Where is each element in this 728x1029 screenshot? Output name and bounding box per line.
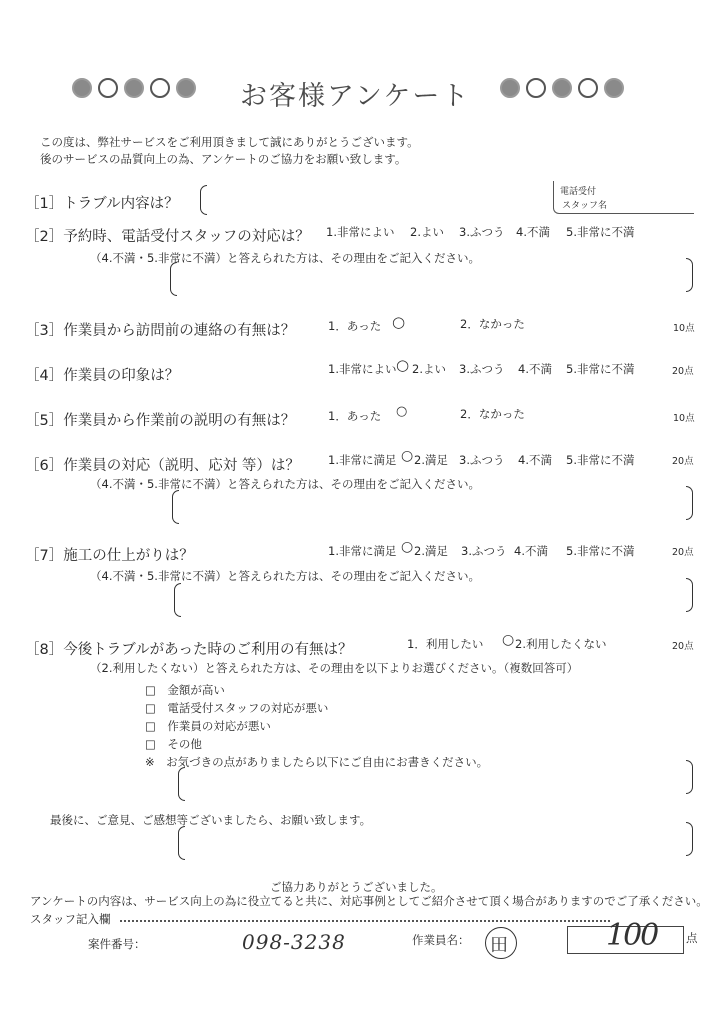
q6-option-3[interactable]: 3.ふつう <box>459 453 505 467</box>
filled-dot <box>72 78 92 98</box>
q3-label: ［3］作業員から訪問前の連絡の有無は？ <box>25 323 296 339</box>
q4-points: 20点 <box>672 366 694 377</box>
intro-line-2: 後のサービスの品質向上の為、アンケートのご協力をお願い致します。 <box>40 152 407 166</box>
q6-option-5[interactable]: 5.非常に不満 <box>566 453 635 467</box>
q8-checkbox-worker[interactable]: □ 作業員の対応が悪い <box>145 719 271 733</box>
q6-option-4[interactable]: 4.不満 <box>518 453 552 467</box>
q6-handwritten-mark: ○ <box>401 448 414 464</box>
q4-handwritten-mark: ○ <box>396 356 410 374</box>
q7-option-4[interactable]: 4.不満 <box>514 544 548 558</box>
q6-reason-bracket-left[interactable] <box>172 490 179 524</box>
q7-sub-text: （4.不満・5.非常に不満）と答えられた方は、その理由をご記入ください。 <box>90 569 480 583</box>
q5-option-2[interactable]: 2．なかった <box>460 407 525 421</box>
score-unit: 点 <box>686 931 698 945</box>
case-number-value: 098-3238 <box>242 930 346 954</box>
q5-points: 10点 <box>673 413 695 424</box>
q7-handwritten-mark: ○ <box>401 539 414 555</box>
q5-label: ［5］作業員から作業前の説明の有無は？ <box>25 413 296 429</box>
q3-points: 10点 <box>673 323 695 334</box>
q6-option-2[interactable]: 2.満足 <box>414 453 448 467</box>
q7-reason-bracket-right <box>686 578 693 612</box>
q3-option-1[interactable]: 1．あった <box>328 319 382 333</box>
disclaimer-text: アンケートの内容は、サービス向上の為に役立てると共に、対応事例としてご紹介させて頂く場合がありますのでご了承ください。 <box>30 894 708 908</box>
q8-handwritten-mark: ○ <box>502 632 515 648</box>
q5-handwritten-mark: ○ <box>396 404 408 419</box>
worker-seal-text: 田 <box>490 935 508 956</box>
staff-section-label: スタッフ記入欄 <box>30 912 111 926</box>
q4-option-4[interactable]: 4.不満 <box>518 362 552 376</box>
final-comment-prompt: 最後に、ご意見、ご感想等ございましたら、お願い致します。 <box>50 813 372 827</box>
thanks-text: ご協力ありがとうございました。 <box>270 880 443 894</box>
filled-dot <box>124 78 144 98</box>
final-comment-bracket-right <box>686 822 693 856</box>
q2-option-1[interactable]: 1.非常によい <box>326 225 395 239</box>
open-dot <box>526 78 546 98</box>
q4-label: ［4］作業員の印象は？ <box>25 368 180 384</box>
q5-option-1[interactable]: 1．あった <box>328 409 382 423</box>
filled-dot <box>500 78 520 98</box>
q7-option-2[interactable]: 2.満足 <box>414 544 448 558</box>
q7-points: 20点 <box>672 547 694 558</box>
q2-reason-bracket-right <box>686 258 693 292</box>
q8-points: 20点 <box>672 641 694 652</box>
q6-reason-bracket-right <box>686 486 693 520</box>
q7-reason-bracket-left[interactable] <box>174 583 181 617</box>
q2-reason-bracket-left[interactable] <box>170 262 177 296</box>
q2-option-3[interactable]: 3.ふつう <box>459 225 505 239</box>
q1-answer-bracket[interactable] <box>200 185 207 215</box>
q2-option-4[interactable]: 4.不満 <box>516 225 550 239</box>
open-dot <box>150 78 170 98</box>
q8-option-2[interactable]: 2.利用したくない <box>515 637 607 651</box>
q4-option-2[interactable]: 2.よい <box>412 362 446 376</box>
worker-name-label: 作業員名： <box>412 933 470 947</box>
q6-sub-text: （4.不満・5.非常に不満）と答えられた方は、その理由をご記入ください。 <box>90 477 480 491</box>
open-dot <box>98 78 118 98</box>
staff-section-dotted-line <box>120 912 610 922</box>
q1-label: ［1］トラブル内容は？ <box>25 196 179 212</box>
q2-option-5[interactable]: 5.非常に不満 <box>566 225 635 239</box>
q6-points: 20点 <box>672 456 694 467</box>
q7-option-3[interactable]: 3.ふつう <box>461 544 507 558</box>
page-title: お客様アンケート <box>240 81 471 112</box>
filled-dot <box>552 78 572 98</box>
q4-option-3[interactable]: 3.ふつう <box>459 362 505 376</box>
q8-checkbox-reception-staff[interactable]: □ 電話受付スタッフの対応が悪い <box>145 701 329 715</box>
filled-dot <box>176 78 196 98</box>
filled-dot <box>604 78 624 98</box>
q2-sub-text: （4.不満・5.非常に不満）と答えられた方は、その理由をご記入ください。 <box>90 251 480 265</box>
score-value: 100 <box>606 918 658 953</box>
q2-label: ［2］予約時、電話受付スタッフの対応は？ <box>25 229 310 245</box>
q3-option-2[interactable]: 2．なかった <box>460 317 525 331</box>
q8-sub-text: （2.利用したくない）と答えられた方は、その理由を以下よりお選びください。（複数回答可） <box>90 661 579 675</box>
q4-option-1[interactable]: 1.非常によい <box>328 362 397 376</box>
q8-option-1[interactable]: 1．利用したい <box>407 637 484 651</box>
q3-handwritten-mark: ○ <box>392 313 406 331</box>
q8-comment-bracket-right <box>686 760 693 794</box>
q7-option-5[interactable]: 5.非常に不満 <box>566 544 635 558</box>
intro-line-1: この度は、弊社サービスをご利用頂きまして誠にありがとうございます。 <box>40 135 419 149</box>
case-number-label: 案件番号： <box>88 937 146 951</box>
final-comment-bracket-left[interactable] <box>178 826 185 860</box>
q8-comment-bracket-left[interactable] <box>178 767 185 801</box>
q2-option-2[interactable]: 2.よい <box>410 225 444 239</box>
q7-label: ［7］施工の仕上がりは？ <box>25 548 194 564</box>
q6-label: ［6］作業員の対応（説明、応対 等）は？ <box>25 458 300 474</box>
q8-free-comment-note: ※ お気づきの点がありましたら以下にご自由にお書きください。 <box>145 755 489 769</box>
q7-option-1[interactable]: 1.非常に満足 <box>328 544 397 558</box>
q6-option-1[interactable]: 1.非常に満足 <box>328 453 397 467</box>
q4-option-5[interactable]: 5.非常に不満 <box>566 362 635 376</box>
decor-dots-right <box>500 78 624 98</box>
staff-reception-label: 電話受付 <box>560 187 597 197</box>
q8-checkbox-other[interactable]: □ その他 <box>145 737 202 751</box>
open-dot <box>578 78 598 98</box>
decor-dots-left <box>72 78 196 98</box>
q8-checkbox-price[interactable]: □ 金額が高い <box>145 683 225 697</box>
staff-name-label: スタッフ名 <box>562 201 608 211</box>
q8-label: ［8］今後トラブルがあった時のご利用の有無は？ <box>25 642 353 658</box>
